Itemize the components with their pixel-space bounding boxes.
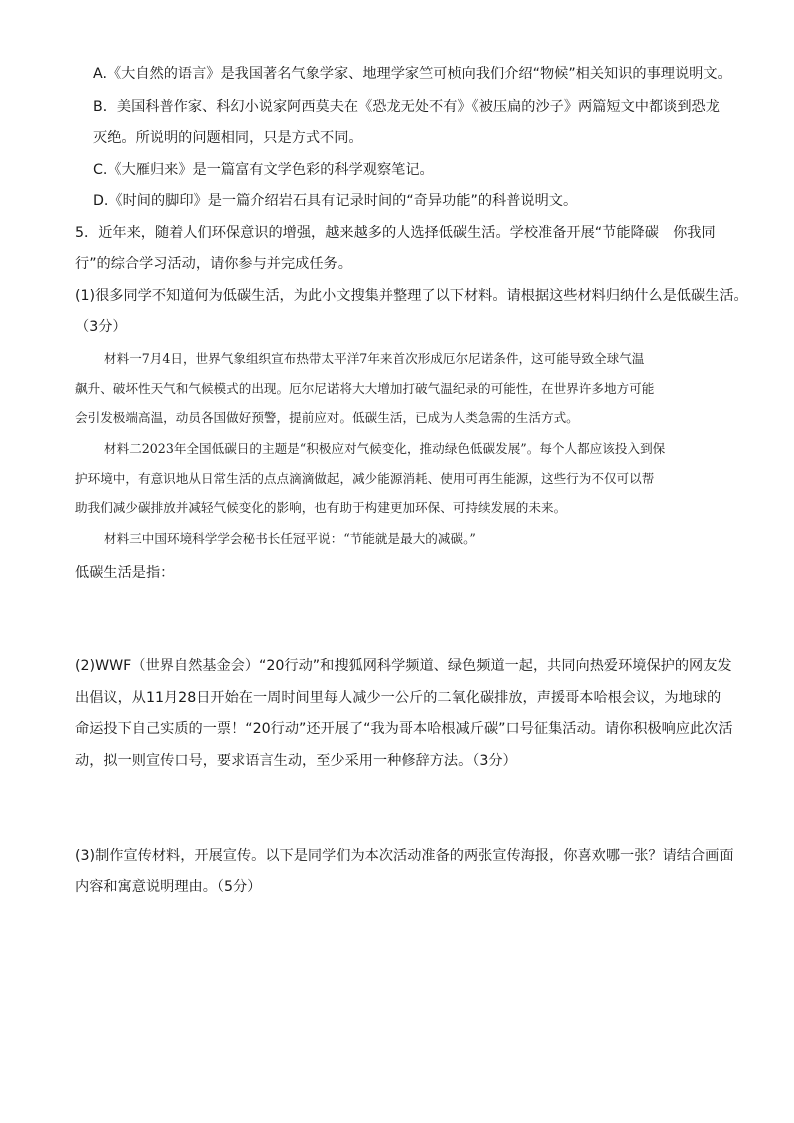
option-b-line1: B．美国科普作家、科幻小说家阿西莫夫在《恐龙无处不有》《被压扁的沙子》两篇短文中都谈到恐龙 xyxy=(93,99,720,115)
material-2-line1: 材料二2023年全国低碳日的主题是“积极应对气候变化，推动绿色低碳发展”。每个人都应该投入到保 xyxy=(104,441,666,456)
part3-prompt-line2: 内容和寓意说明理由。（5分） xyxy=(75,879,262,895)
option-a: A.《大自然的语言》是我国著名气象学家、地理学家竺可桢向我们介绍“物候”相关知识的事理说明文。 xyxy=(93,66,732,82)
material-2-line2: 护环境中，有意识地从日常生活的点点滴滴做起，减少能源消耗、使用可再生能源，这些行为不仅可以帮 xyxy=(75,471,655,486)
material-3: 材料三中国环境科学学会秘书长任冠平说：“节能就是最大的减碳。” xyxy=(104,531,476,546)
part2-prompt-line3: 命运投下自己实质的一票！“20行动”还开展了“我为哥本哈根减斤碳”口号征集活动。请你积极响应此次活 xyxy=(75,721,733,737)
material-1-line1: 材料一7月4日，世界气象组织宣布热带太平洋7年来首次形成厄尔尼诺条件，这可能导致全球气温 xyxy=(104,351,645,366)
question-5-intro-line1: 5．近年来，随着人们环保意识的增强，越来越多的人选择低碳生活。学校准备开展“节能降碳 你我同 xyxy=(75,225,716,241)
material-2-line3: 助我们减少碳排放并减轻气候变化的影响，也有助于构建更加环保、可持续发展的未来。 xyxy=(75,500,567,515)
option-c: C.《大雁归来》是一篇富有文学色彩的科学观察笔记。 xyxy=(93,162,434,178)
part2-prompt-line1: (2)WWF（世界自然基金会）“20行动”和搜狐网科学频道、绿色频道一起，共同向热爱环境保护的网友发 xyxy=(75,658,732,674)
material-1-line2: 飙升、破坏性天气和气候模式的出现。厄尔尼诺将大大增加打破气温纪录的可能性，在世界许多地方可能 xyxy=(75,381,655,396)
option-d: D.《时间的脚印》是一篇介绍岩石具有记录时间的“奇异功能”的科普说明文。 xyxy=(93,193,578,209)
part1-prompt-line1: (1)很多同学不知道何为低碳生活，为此小文搜集并整理了以下材料。请根据这些材料归纳什么是低碳生活。 xyxy=(75,288,748,304)
material-1-line3: 会引发极端高温，动员各国做好预警，提前应对。低碳生活，已成为人类急需的生活方式。 xyxy=(75,410,579,425)
part2-prompt-line2: 出倡议，从11月28日开始在一周时间里每人减少一公斤的二氧化碳排放，声援哥本哈根会议，为地球的 xyxy=(75,690,722,706)
option-b-line2: 灭绝。所说明的问题相同，只是方式不同。 xyxy=(93,130,363,146)
answer-label: 低碳生活是指： xyxy=(75,565,175,581)
part1-prompt-line2: （3分） xyxy=(75,319,127,335)
part2-prompt-line4: 动，拟一则宣传口号，要求语言生动，至少采用一种修辞方法。（3分） xyxy=(75,753,517,769)
question-5-intro-line2: 行”的综合学习活动，请你参与并完成任务。 xyxy=(75,256,352,272)
part3-prompt-line1: (3)制作宣传材料，开展宣传。以下是同学们为本次活动准备的两张宣传海报，你喜欢哪一张？请结合画面 xyxy=(75,848,734,864)
